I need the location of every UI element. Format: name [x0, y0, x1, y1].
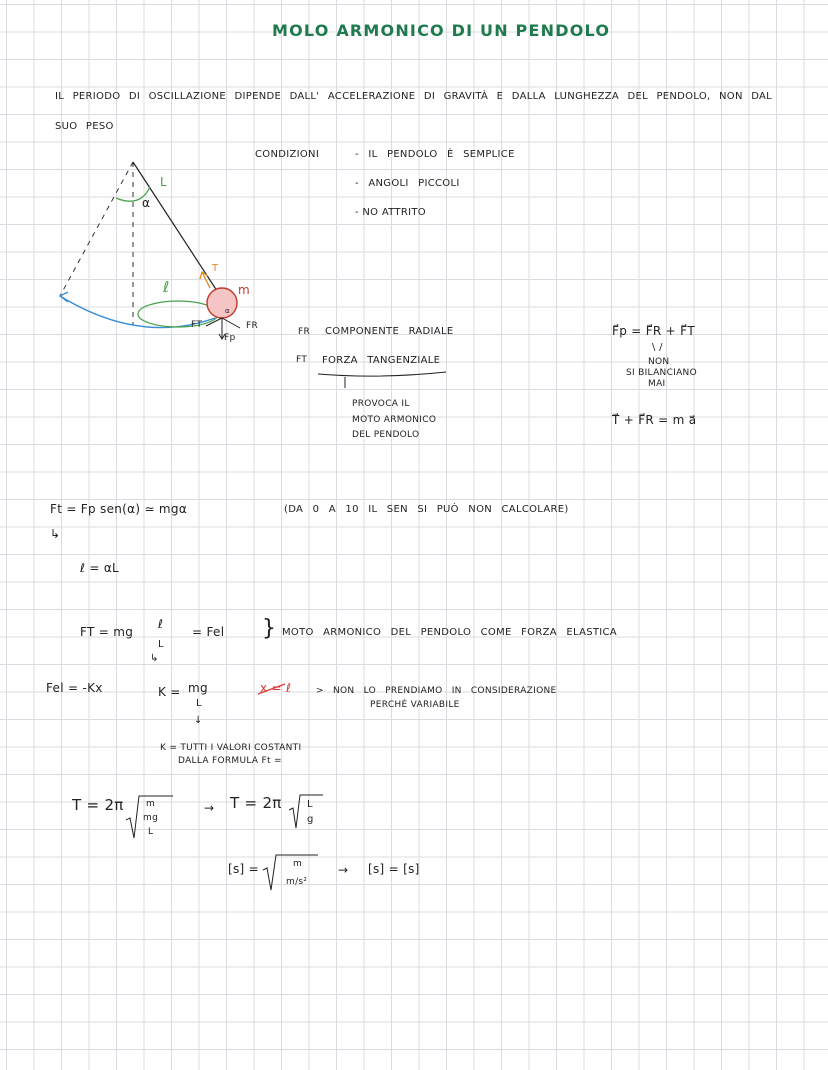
units-lhs: [s] =: [228, 862, 259, 876]
label-angle-small: α: [225, 307, 230, 315]
x-note-a: > NON LO PRENDIAMO IN CONSIDERAZIONE: [316, 686, 557, 696]
k-lhs: K =: [158, 685, 181, 699]
k-numerator: mg: [188, 681, 208, 695]
k-note-b: DALLA FORMULA Ft =: [178, 756, 282, 766]
vector-note-line: NON: [648, 357, 670, 367]
period-arrow: →: [204, 801, 215, 815]
arc-length-ellipse: [138, 301, 218, 327]
label-mass: m: [238, 283, 250, 297]
ft-l-denominator: L: [158, 639, 164, 650]
ft-l-lhs: FT = mg: [80, 625, 134, 639]
units-den: m/s²: [286, 877, 308, 887]
vector-marks: \ /: [652, 342, 663, 353]
units-num: m: [293, 859, 303, 869]
ft-l-numerator: ℓ: [158, 617, 164, 631]
intro-line-2: SUO PESO: [55, 121, 114, 132]
condition-item: - NO ATTRITO: [355, 207, 426, 218]
label-big-l: L: [160, 175, 167, 189]
conditions-label: CONDIZIONI: [255, 149, 320, 160]
period1-den-den: L: [148, 827, 154, 837]
period1-den-num: mg: [143, 813, 159, 823]
arc-length-formula: ℓ = αL: [80, 561, 120, 575]
pendulum-mass: [207, 288, 237, 318]
period1-lhs: T = 2π: [72, 796, 124, 814]
period2-lhs: T = 2π: [230, 794, 282, 812]
fr-arrow: [222, 318, 240, 328]
label-small-l: ℓ: [163, 278, 170, 296]
condition-item: - ANGOLI PICCOLI: [355, 178, 460, 189]
period1-num: m: [146, 799, 156, 809]
ft-symbol: FT: [296, 355, 308, 365]
newton-equation: T⃗ + F⃗R = m a⃗: [612, 413, 697, 427]
vector-note-line: MAI: [648, 379, 666, 389]
units-arrow: →: [338, 863, 349, 877]
curve-arrow: ↳: [50, 527, 61, 541]
ft-formula-note: (DA 0 A 10 IL SEN SI PUÒ NON CALCOLARE): [284, 504, 569, 515]
hooke-law: Fel = -Kx: [46, 681, 103, 695]
intro-line-1: IL PERIODO DI OSCILLAZIONE DIPENDE DALL' ACCELERAZIONE DI GRAVITÀ E DALLA LUNGHEZZA DEL PENDOLO, NON DAL: [55, 91, 773, 102]
down-arrow: ↳: [150, 653, 159, 664]
k-denominator: L: [196, 698, 202, 709]
label-tension: T: [212, 263, 219, 274]
ft-note-line: PROVOCA IL: [352, 399, 410, 409]
page-title: MOLO ARMONICO DI UN PENDOLO: [272, 21, 611, 40]
k-arrow: ↓: [194, 715, 203, 726]
units-rhs: [s] = [s]: [368, 862, 420, 876]
ft-formula: Ft = Fp sen(α) ≃ mgα: [50, 502, 188, 516]
period2-den: g: [307, 814, 314, 825]
left-dashed-string: [60, 162, 133, 296]
vector-note-line: SI BILANCIANO: [626, 368, 697, 378]
fr-description: COMPONENTE RADIALE: [325, 326, 454, 337]
swing-arc-arrow: [60, 292, 68, 302]
label-fp: Fp: [224, 333, 236, 343]
k-note-a: K = TUTTI I VALORI COSTANTI: [160, 743, 302, 753]
brace-note: MOTO ARMONICO DEL PENDOLO COME FORZA ELASTICA: [282, 627, 617, 638]
x-equals-l: x = ℓ: [260, 681, 292, 695]
x-note-b: PERCHÉ VARIABILE: [370, 700, 460, 710]
brace: }: [262, 616, 277, 641]
sqrt-sign-2: [289, 795, 323, 828]
fel-equal: = Fel: [192, 625, 225, 639]
period2-num: L: [307, 799, 313, 810]
ft-note-line: MOTO ARMONICO: [352, 415, 437, 425]
label-alpha: α: [142, 196, 151, 210]
label-fr: FR: [246, 321, 259, 331]
fr-symbol: FR: [298, 327, 311, 337]
ft-note-line: DEL PENDOLO: [352, 430, 420, 440]
condition-item: - IL PENDOLO È SEMPLICE: [355, 149, 515, 160]
vector-sum: F⃗p = F⃗R + F⃗T: [612, 324, 695, 338]
label-ft: FT: [191, 320, 203, 330]
ft-description: FORZA TANGENZIALE: [322, 355, 441, 366]
pendulum-string: [133, 162, 221, 297]
